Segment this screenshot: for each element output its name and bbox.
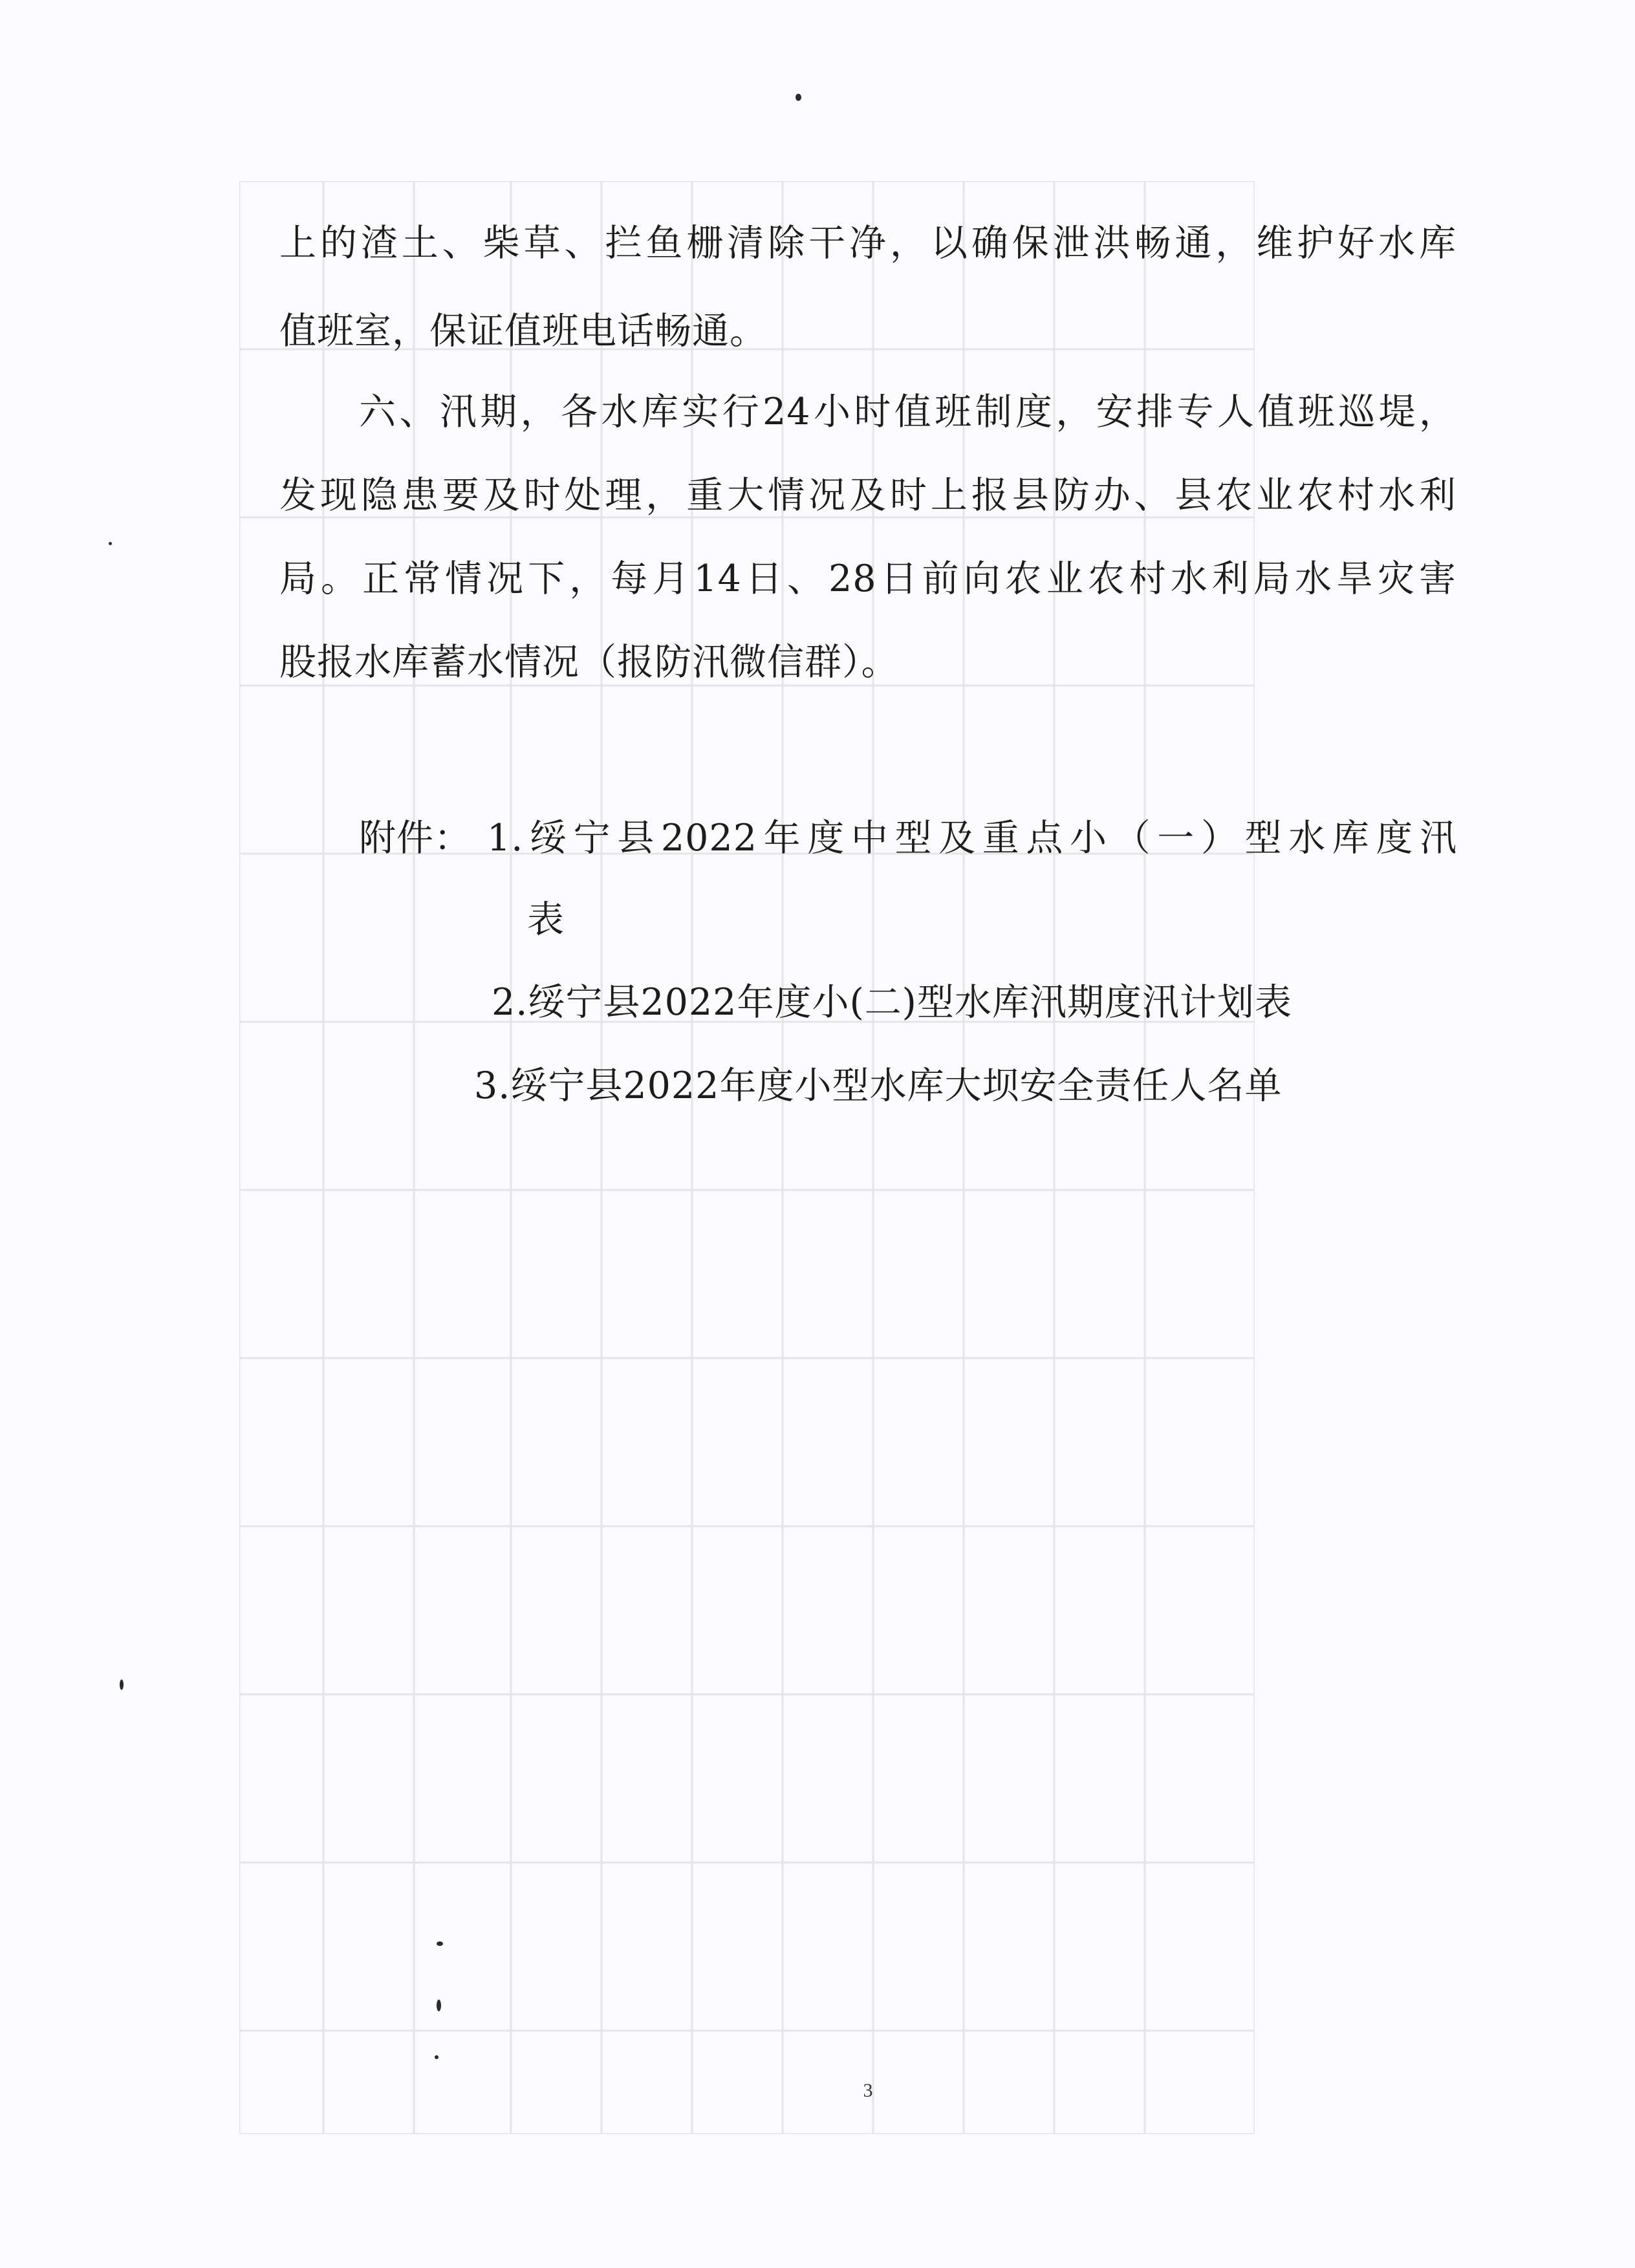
paragraph-6-line-4: 股报水库蓄水情况（报防汛微信群）。 [279, 641, 899, 684]
attachment-item-2: 2.绥宁县2022年度小(二)型水库汛期度汛计划表 [492, 981, 1292, 1024]
attachment-item-3: 3.绥宁县2022年度小型水库大坝安全责任人名单 [474, 1064, 1283, 1107]
paragraph-5-line-1: 上的渣土、柴草、拦鱼栅清除干净，以确保泄洪畅通，维护好水库 [279, 222, 1456, 265]
attachment-item-1-continued: 表 [527, 898, 565, 941]
paragraph-6-line-1: 六、汛期，各水库实行24小时值班制度，安排专人值班巡堤， [359, 391, 1456, 433]
paragraph-6-line-3: 局。正常情况下，每月14日、28日前向农业农村水利局水旱灾害 [279, 557, 1456, 600]
paragraph-6-line-2: 发现隐患要及时处理，重大情况及时上报县防办、县农业农村水利 [279, 474, 1456, 517]
page-number: 3 [863, 2080, 873, 2101]
scan-speck [437, 2000, 441, 2011]
scan-speck [120, 1679, 124, 1690]
paragraph-5-line-2: 值班室，保证值班电话畅通。 [279, 310, 767, 352]
attachment-item-1: 1.绥宁县2022年度中型及重点小（一）型水库度汛 [487, 817, 1457, 859]
scan-speck [109, 542, 112, 545]
scan-speck [437, 1941, 443, 1946]
scan-speck [796, 94, 801, 101]
scan-speck [435, 2055, 439, 2059]
attachments-label: 附件： [359, 817, 471, 859]
